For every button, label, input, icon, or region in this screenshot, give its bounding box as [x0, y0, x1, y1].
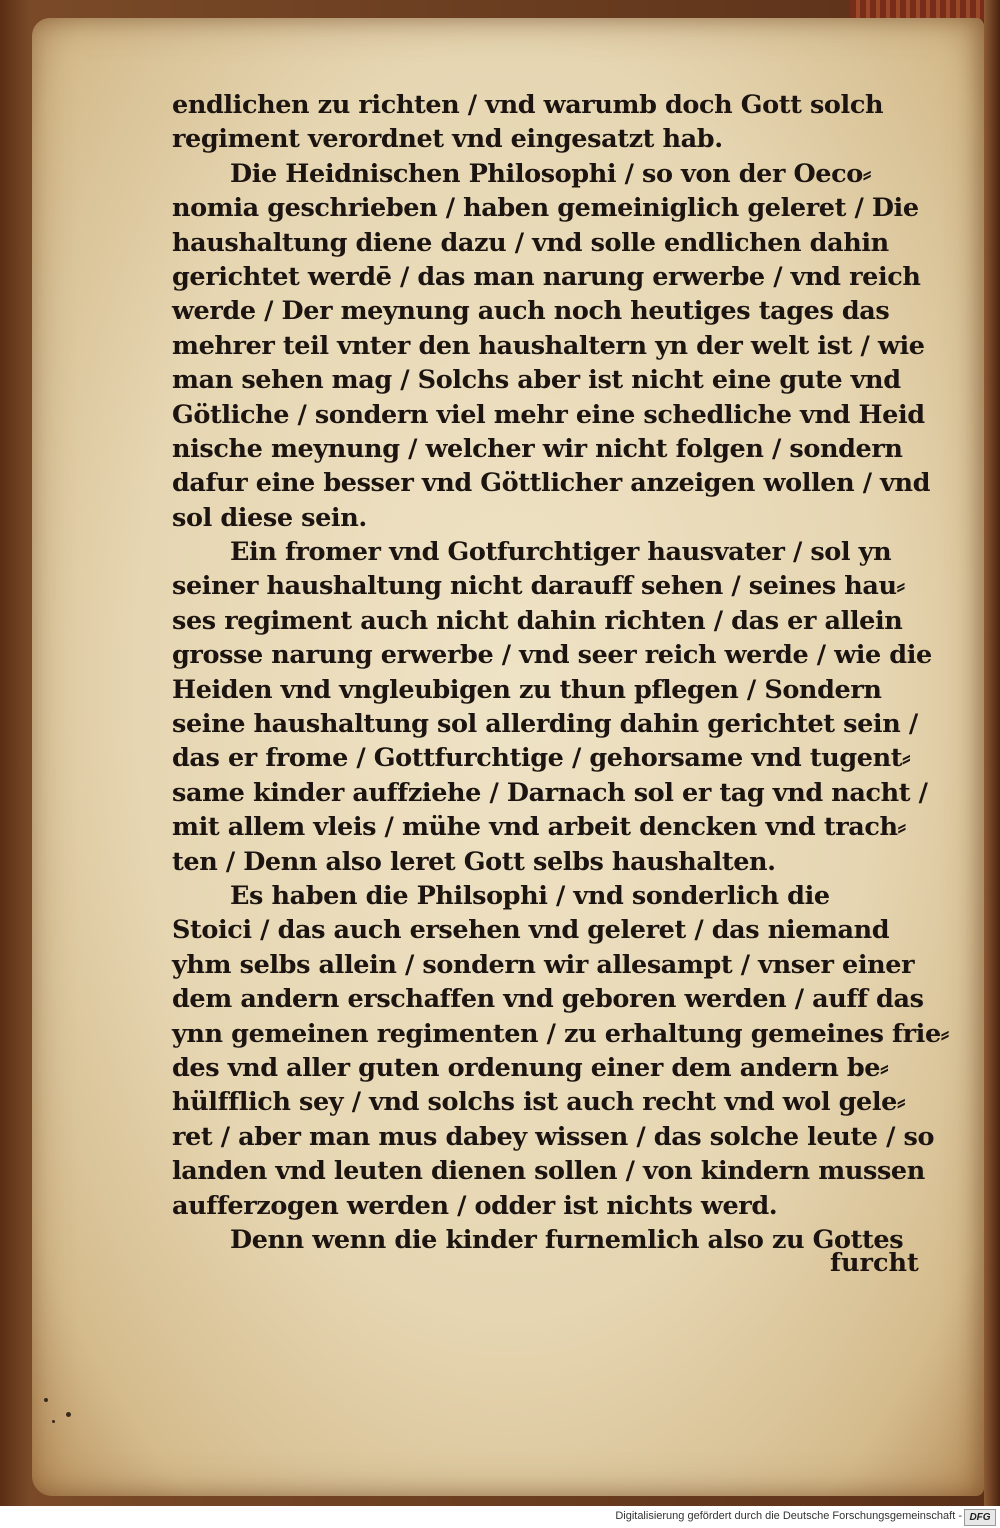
text-line: sol diese sein. [172, 502, 367, 533]
text-line: seiner haushaltung nicht darauff sehen / seines hau⸗ [172, 571, 905, 602]
dfg-logo: DFG [964, 1509, 996, 1526]
text-line: des vnd aller guten ordenung einer dem andern be⸗ [172, 1052, 889, 1083]
text-line: mehrer teil vnter den haushaltern yn der welt ist / wie [172, 330, 925, 361]
text-line: gerichtet werdē / das man narung erwerbe / vnd reich [172, 261, 921, 292]
ink-spot [44, 1398, 48, 1402]
text-line: Es haben die Philsophi / vnd sonderlich die [230, 880, 830, 911]
text-line: Götliche / sondern viel mehr eine schedliche vnd Heid [172, 399, 925, 430]
text-line: mit allem vleis / mühe vnd arbeit dencken vnd trach⸗ [172, 812, 906, 843]
text-line: nische meynung / welcher wir nicht folgen / sondern [172, 433, 903, 464]
footer-bar [0, 1506, 1000, 1528]
text-line: grosse narung erwerbe / vnd seer reich werde / wie die [172, 640, 932, 671]
text-line: regiment verordnet vnd eingesatzt hab. [172, 124, 723, 155]
book-edge-right [984, 0, 1000, 1506]
text-line: das er frome / Gottfurchtige / gehorsame vnd tugent⸗ [172, 743, 911, 774]
text-line: same kinder auffziehe / Darnach sol er tag vnd nacht / [172, 777, 928, 808]
funding-credit: Digitalisierung gefördert durch die Deutsche Forschungsgemeinschaft - [615, 1510, 962, 1522]
text-line: man sehen mag / Solchs aber ist nicht eine gute vnd [172, 365, 901, 396]
text-line: dafur eine besser vnd Göttlicher anzeigen wollen / vnd [172, 468, 931, 499]
text-line: werde / Der meynung auch noch heutiges tages das [172, 296, 890, 327]
page-text [172, 88, 949, 1257]
text-line: ses regiment auch nicht dahin richten / das er allein [172, 605, 903, 636]
text-line: dem andern erschaffen vnd geboren werden / auff das [172, 984, 924, 1015]
text-line: aufferzogen werden / odder ist nichts werd. [172, 1190, 778, 1221]
text-line: Denn wenn die kinder furnemlich also zu Gottes [230, 1224, 904, 1255]
text-line: nomia geschrieben / haben gemeiniglich geleret / Die [172, 193, 919, 224]
text-line: ten / Denn also leret Gott selbs haushalten. [172, 846, 776, 877]
text-line: Heiden vnd vngleubigen zu thun pflegen / Sondern [172, 674, 882, 705]
text-line: hülfflich sey / vnd solchs ist auch recht vnd wol gele⸗ [172, 1087, 906, 1118]
text-line: endlichen zu richten / vnd warumb doch Gott solch [172, 90, 884, 120]
text-line: landen vnd leuten dienen sollen / von kindern mussen [172, 1156, 925, 1187]
ink-spot [66, 1412, 71, 1417]
text-line: yhm selbs allein / sondern wir allesampt / vnser einer [172, 949, 915, 980]
text-line: haushaltung diene dazu / vnd solle endlichen dahin [172, 227, 889, 258]
text-line: Ein fromer vnd Gotfurchtiger hausvater / sol yn [230, 537, 892, 568]
catchword: furcht [830, 1248, 919, 1278]
text-line: Die Heidnischen Philosophi / so von der Oeco⸗ [230, 158, 871, 189]
text-line: ret / aber man mus dabey wissen / das solche leute / so [172, 1121, 935, 1152]
ink-spot [52, 1420, 55, 1423]
text-line: ynn gemeinen regimenten / zu erhaltung gemeines frie⸗ [172, 1018, 949, 1049]
book-edge-top [850, 0, 1000, 20]
text-line: seine haushaltung sol allerding dahin gerichtet sein / [172, 709, 918, 740]
text-line: Stoici / das auch ersehen vnd geleret / das niemand [172, 915, 890, 946]
